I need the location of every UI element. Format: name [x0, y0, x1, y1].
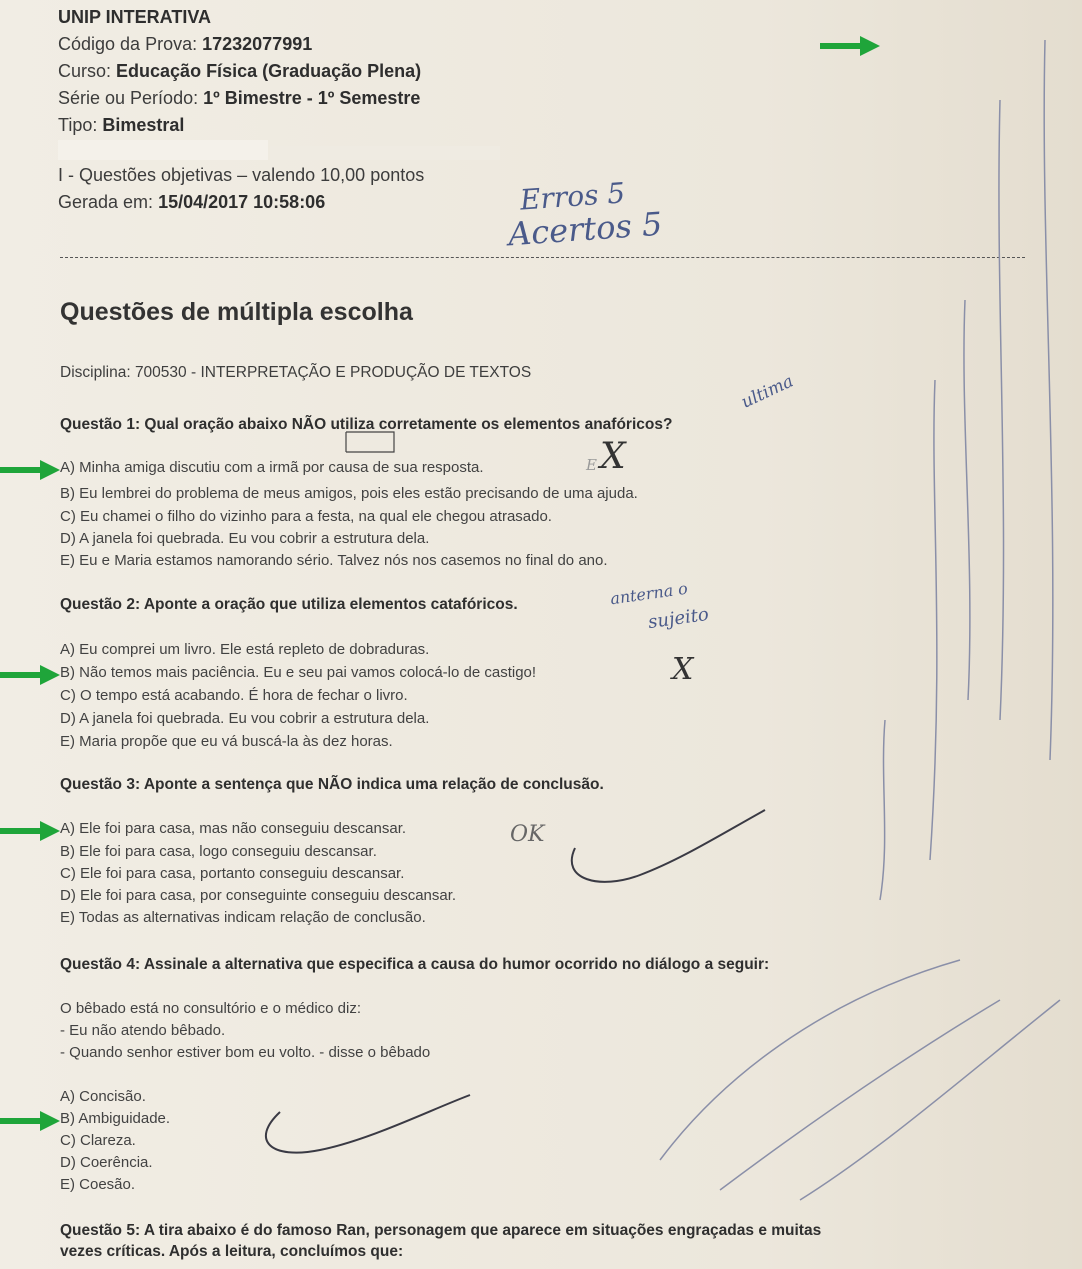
arrow-icon	[0, 665, 60, 685]
q1-option-a: A) Minha amiga discutiu com a irmã por causa de sua resposta.	[60, 459, 484, 476]
q4-option-d: D) Coerência.	[60, 1154, 153, 1171]
handwritten-errors: Erros 5	[518, 176, 627, 217]
question-5-line1: Questão 5: A tira abaixo é do famoso Ran, personagem que aparece em situações engraçadas e muitas	[60, 1222, 822, 1239]
q4-option-e: E) Coesão.	[60, 1176, 136, 1193]
question-2: Questão 2: Aponte a oração que utiliza elementos catafóricos.	[60, 596, 518, 613]
q1-option-b: B) Eu lembrei do problema de meus amigos, pois eles estão precisando de uma ajuda.	[60, 485, 638, 502]
q1-option-e: E) Eu e Maria estamos namorando sério. Talvez nós nos casemos no final do ano.	[60, 552, 608, 569]
arrow-icon	[820, 36, 880, 56]
exam-type: Tipo: Bimestral	[58, 115, 185, 135]
q2-option-b: B) Não temos mais paciência. Eu e seu pai vamos colocá-lo de castigo!	[60, 664, 537, 681]
q4-option-b: B) Ambiguidade.	[60, 1110, 171, 1127]
q2-note-2: sujeito	[646, 603, 711, 634]
q3-option-a: A) Ele foi para casa, mas não conseguiu descansar.	[60, 820, 407, 837]
q2-option-e: E) Maria propõe que eu vá buscá-la às dez horas.	[60, 733, 393, 750]
q4-option-a: A) Concisão.	[60, 1088, 146, 1105]
q4-dialogue-1: O bêbado está no consultório e o médico diz:	[60, 1000, 362, 1017]
q2-option-c: C) O tempo está acabando. É hora de fechar o livro.	[60, 687, 408, 704]
q2-option-a: A) Eu comprei um livro. Ele está repleto de dobraduras.	[60, 641, 430, 658]
exam-code: Código da Prova: 17232077991	[58, 34, 313, 54]
q4-dialogue-3: - Quando senhor estiver bom eu volto. - disse o bêbado	[60, 1044, 431, 1061]
handwritten-note-q1: ultima	[738, 371, 797, 413]
question-1: Questão 1: Qual oração abaixo NÃO utiliza corretamente os elementos anafóricos?	[60, 416, 673, 433]
q1-e-mark: E	[586, 456, 597, 474]
q3-option-e: E) Todas as alternativas indicam relação de conclusão.	[60, 909, 426, 926]
q1-option-d: D) A janela foi quebrada. Eu vou cobrir a estrutura dela.	[60, 530, 430, 547]
series: Série ou Período: 1º Bimestre - 1º Semestre	[58, 88, 421, 108]
section-heading: Questões de múltipla escolha	[60, 298, 413, 326]
generated-date: Gerada em: 15/04/2017 10:58:06	[58, 192, 326, 212]
arrow-icon	[0, 821, 60, 841]
q1-option-c: C) Eu chamei o filho do vizinho para a festa, na qual ele chegou atrasado.	[60, 508, 552, 525]
q3-option-d: D) Ele foi para casa, por conseguinte conseguiu descansar.	[60, 887, 457, 904]
question-3: Questão 3: Aponte a sentença que NÃO indica uma relação de conclusão.	[60, 776, 604, 793]
q2-note-1: anterna o	[609, 578, 689, 609]
q3-ok-mark: OK	[510, 822, 545, 847]
q3-option-b: B) Ele foi para casa, logo conseguiu descansar.	[60, 843, 377, 860]
arrow-icon	[0, 460, 60, 480]
question-4: Questão 4: Assinale a alternativa que especifica a causa do humor ocorrido no diálogo a seguir:	[60, 956, 770, 973]
handwritten-correct: Acertos 5	[506, 204, 664, 254]
section-title: I - Questões objetivas – valendo 10,00 pontos	[58, 165, 425, 185]
institution-name: UNIP INTERATIVA	[58, 7, 212, 27]
arrow-icon	[0, 1111, 60, 1131]
q2-option-d: D) A janela foi quebrada. Eu vou cobrir a estrutura dela.	[60, 710, 430, 727]
q1-x-mark: X	[600, 436, 626, 477]
question-5-line2: vezes críticas. Após a leitura, concluímos que:	[60, 1243, 404, 1260]
q4-dialogue-2: - Eu não atendo bêbado.	[60, 1022, 226, 1039]
course: Curso: Educação Física (Graduação Plena)	[58, 61, 422, 81]
discipline: Disciplina: 700530 - INTERPRETAÇÃO E PRODUÇÃO DE TEXTOS	[60, 364, 532, 381]
q3-option-c: C) Ele foi para casa, portanto conseguiu descansar.	[60, 865, 405, 882]
q4-option-c: C) Clareza.	[60, 1132, 136, 1149]
q2-x-mark: X	[672, 652, 694, 687]
